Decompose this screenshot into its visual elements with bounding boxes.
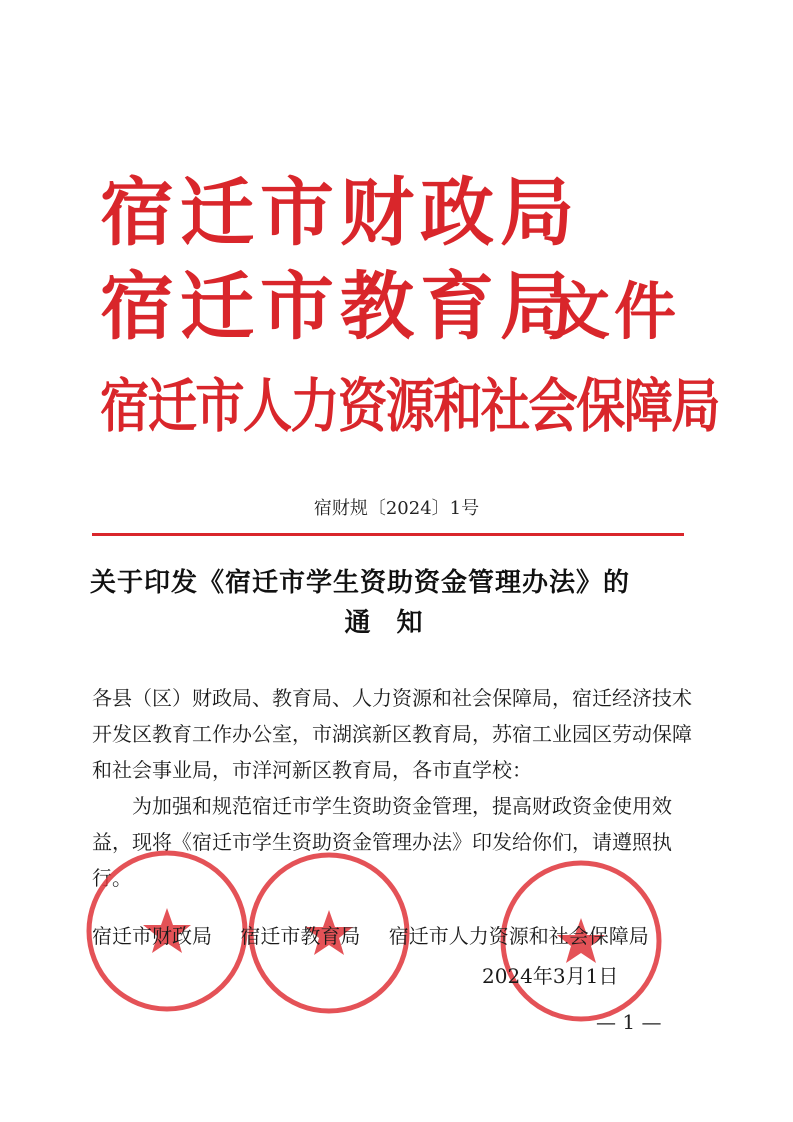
document-title-notice: 通知 (344, 608, 449, 638)
issuer-hr-bureau: 宿迁市人力资源和社会保障局 (100, 372, 719, 440)
signature-education-bureau: 宿迁市教育局 (240, 924, 361, 948)
red-divider (92, 533, 684, 536)
document-date: 2024年3月1日 (482, 964, 619, 988)
issuer-finance-bureau: 宿迁市财政局 (100, 170, 580, 256)
document-word: 文件 (548, 275, 681, 348)
document-number: 宿财规〔2024〕1号 (313, 498, 480, 519)
document-title: 关于印发《宿迁市学生资助资金管理办法》的 (90, 568, 631, 598)
recipients-paragraph: 各县（区）财政局、教育局、人力资源和社会保障局，宿迁经济技术开发区教育工作办公室，市湖滨新区教育局，苏宿工业园区劳动保障和社会事业局，市洋河新区教育局，各市直学校： (92, 686, 692, 782)
issuer-education-bureau: 宿迁市教育局 (100, 264, 580, 350)
signature-finance-bureau: 宿迁市财政局 (92, 924, 212, 948)
signature-line (92, 920, 692, 949)
page-number: — 1 — (596, 1010, 662, 1034)
signature-hr-bureau: 宿迁市人力资源和社会保障局 (388, 924, 649, 948)
content-paragraph: 为加强和规范宿迁市学生资助资金管理，提高财政资金使用效益，现将《宿迁市学生资助资金管理办法》印发给你们，请遵照执行。 (92, 794, 672, 890)
